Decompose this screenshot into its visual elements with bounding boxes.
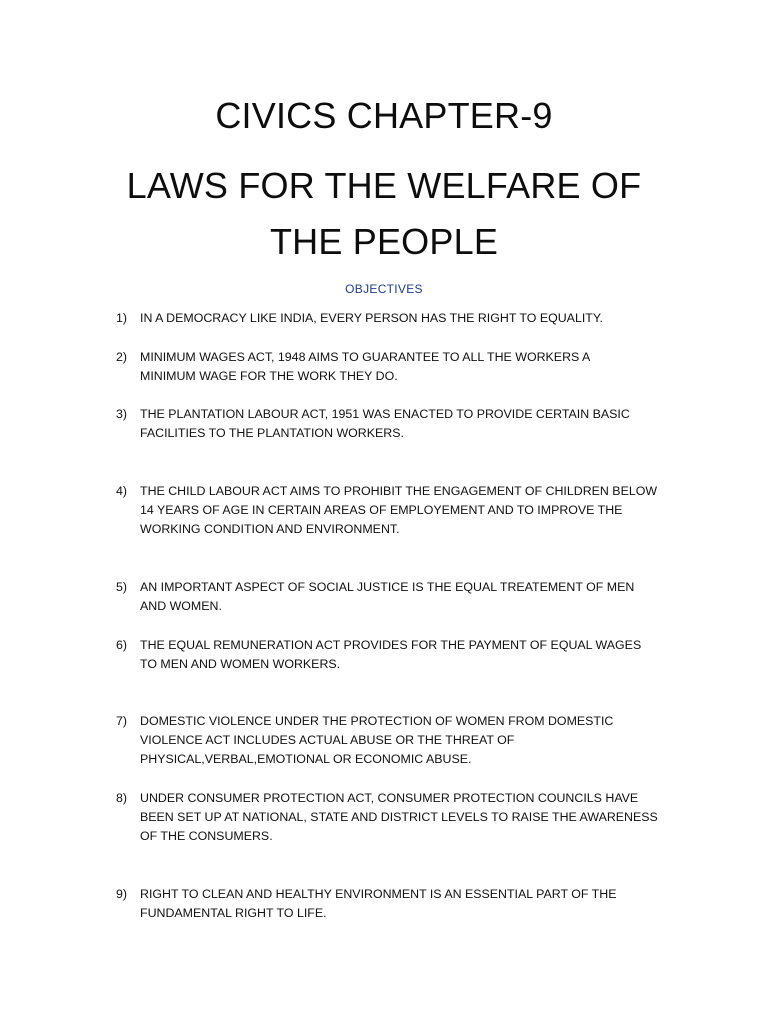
- title-line-1: LAWS FOR THE WELFARE OF: [126, 165, 642, 206]
- title-line-2: THE PEOPLE: [269, 221, 499, 262]
- list-item-text: MINIMUM WAGES ACT, 1948 AIMS TO GUARANTEE TO ALL THE WORKERS A MINIMUM WAGE FOR THE WORK THEY DO.: [140, 350, 591, 383]
- list-item-text: DOMESTIC VIOLENCE UNDER THE PROTECTION OF WOMEN FROM DOMESTIC VIOLENCE ACT INCLUDES ACTUAL ABUSE OR THE THREAT OF PHYSICAL,VERBAL,EMOTIONAL OR ECONOMIC ABUSE.: [140, 714, 614, 766]
- list-item-text: THE CHILD LABOUR ACT AIMS TO PROHIBIT THE ENGAGEMENT OF CHILDREN BELOW 14 YEARS OF AGE IN CERTAIN AREAS OF EMPLOYEMENT AND TO IMPROVE THE WORKING CONDITION AND ENVIRONMENT.: [140, 484, 658, 536]
- list-item: [116, 712, 686, 769]
- list-item: [116, 348, 686, 386]
- list-item: [116, 636, 686, 674]
- list-item-number: 6): [116, 638, 128, 652]
- list-item-number: 1): [116, 311, 128, 325]
- list-item: [116, 885, 686, 923]
- list-item-number: 5): [116, 580, 128, 594]
- objectives-label: OBJECTIVES: [345, 282, 423, 296]
- list-item: [116, 578, 686, 616]
- list-item-number: 7): [116, 714, 128, 728]
- list-item-number: 9): [116, 887, 128, 901]
- list-item-number: 4): [116, 484, 128, 498]
- list-item-text: RIGHT TO CLEAN AND HEALTHY ENVIRONMENT IS AN ESSENTIAL PART OF THE FUNDAMENTAL RIGHT TO LIFE.: [140, 887, 617, 920]
- chapter-heading: CIVICS CHAPTER-9: [215, 95, 553, 136]
- list-item-text: IN A DEMOCRACY LIKE INDIA, EVERY PERSON HAS THE RIGHT TO EQUALITY.: [140, 311, 603, 325]
- list-item-number: 2): [116, 350, 128, 364]
- list-item-text: THE PLANTATION LABOUR ACT, 1951 WAS ENACTED TO PROVIDE CERTAIN BASIC FACILITIES TO THE PLANTATION WORKERS.: [140, 407, 630, 440]
- list-item-text: UNDER CONSUMER PROTECTION ACT, CONSUMER PROTECTION COUNCILS HAVE BEEN SET UP AT NATIONAL, STATE AND DISTRICT LEVELS TO RAISE THE AWARENESS OF THE CONSUMERS.: [140, 791, 658, 843]
- list-item: [116, 405, 686, 443]
- list-item: [116, 482, 686, 539]
- list-item-number: 3): [116, 407, 128, 421]
- list-item: [116, 789, 686, 846]
- list-item-text: AN IMPORTANT ASPECT OF SOCIAL JUSTICE IS THE EQUAL TREATEMENT OF MEN AND WOMEN.: [140, 580, 635, 613]
- list-item-text: THE EQUAL REMUNERATION ACT PROVIDES FOR THE PAYMENT OF EQUAL WAGES TO MEN AND WOMEN WORKERS.: [140, 638, 642, 671]
- list-item-number: 8): [116, 791, 128, 805]
- list-item: [116, 309, 686, 328]
